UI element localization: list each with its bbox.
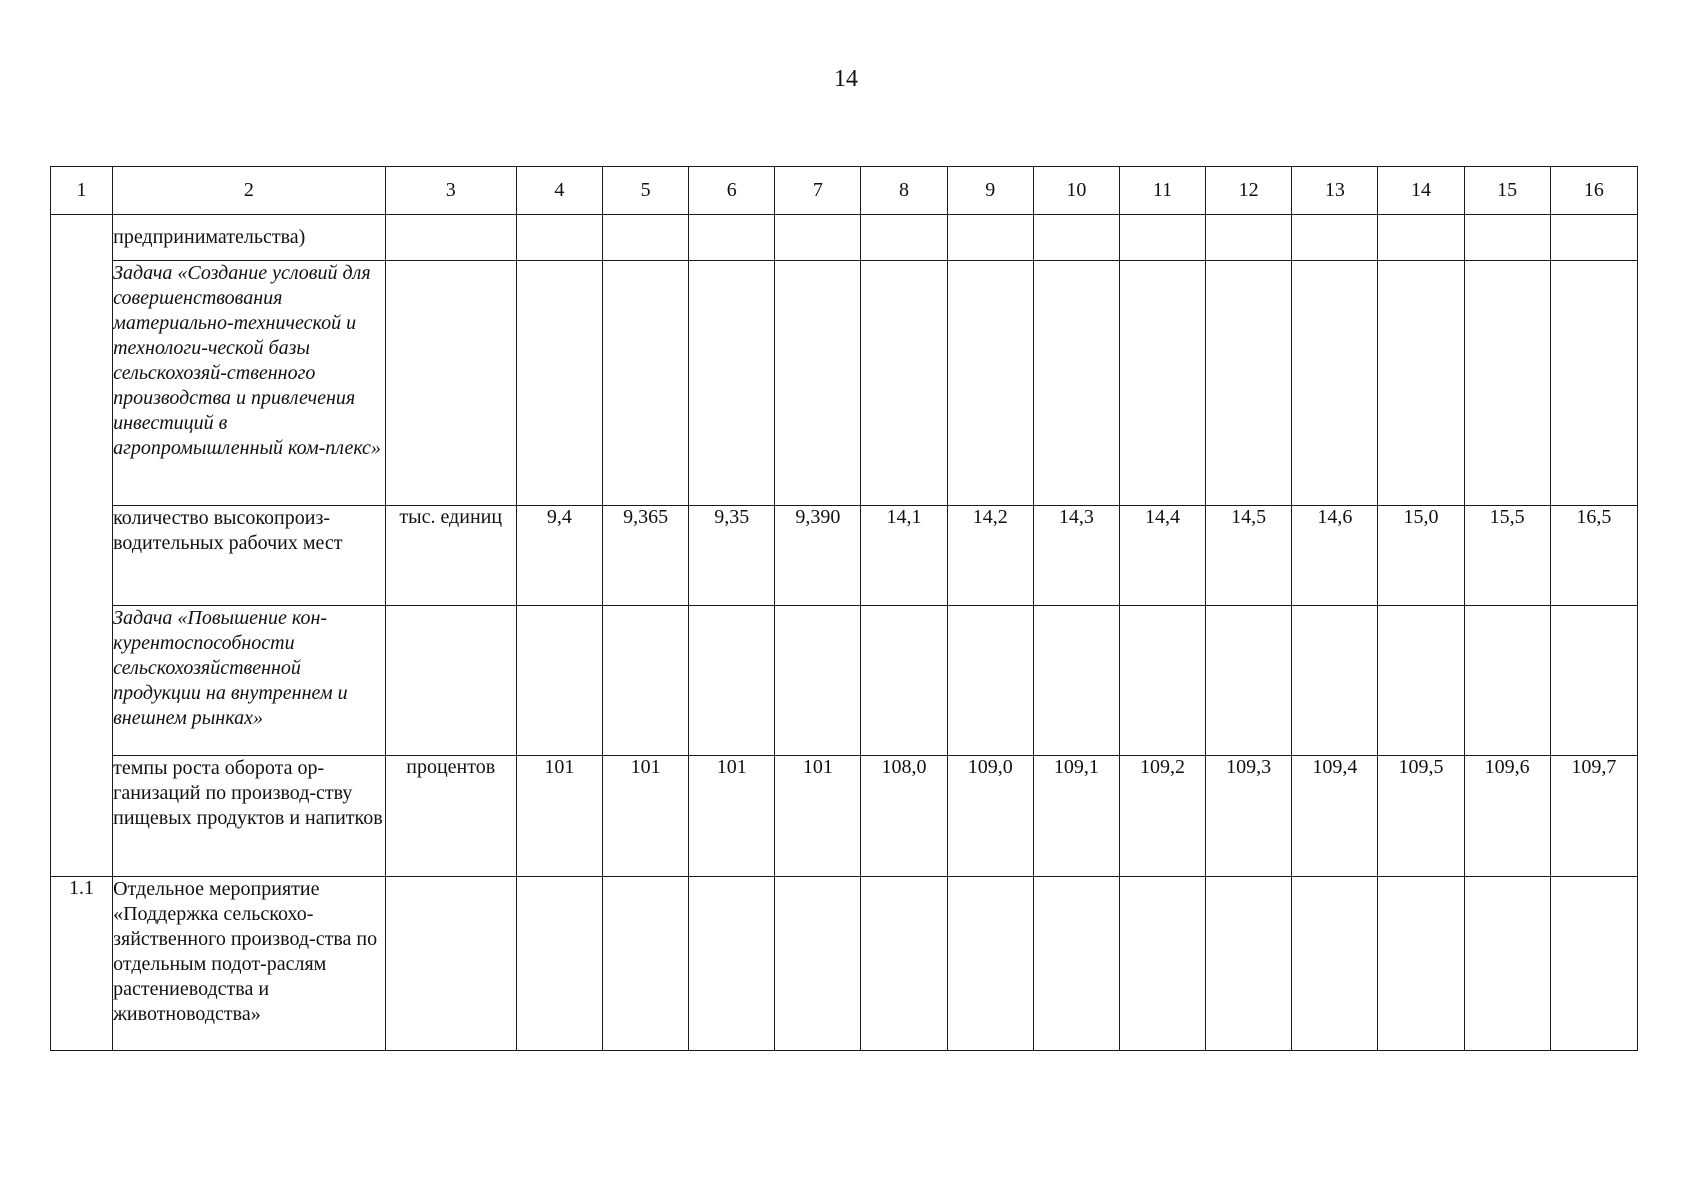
value-cell bbox=[1206, 877, 1292, 1051]
value-cell bbox=[603, 606, 689, 756]
value-cell bbox=[1292, 877, 1378, 1051]
task-name: Задача «Повышение кон-курентоспособности сельскохозяйственной продукции на внутреннем и внешнем рынках» bbox=[113, 606, 386, 756]
value-cell bbox=[1378, 877, 1464, 1051]
header-cell: 1 bbox=[51, 167, 113, 215]
value-cell bbox=[603, 215, 689, 261]
table-row bbox=[51, 877, 1638, 1051]
indicator-name: количество высокопроиз-водительных рабочих мест bbox=[113, 506, 386, 606]
value-cell: 9,4 bbox=[516, 506, 602, 606]
value-cell bbox=[689, 606, 775, 756]
value-cell bbox=[1550, 215, 1637, 261]
value-cell bbox=[1550, 261, 1637, 506]
measure-name: Отдельное мероприятие «Поддержка сельскохо-зяйственного производ-ства по отдельным подот-раслям растениеводства и животноводства» bbox=[113, 877, 386, 1051]
table-row bbox=[51, 756, 1638, 877]
value-cell bbox=[516, 215, 602, 261]
value-cell bbox=[1033, 215, 1119, 261]
value-cell bbox=[689, 215, 775, 261]
table-row bbox=[51, 506, 1638, 606]
table-row bbox=[51, 215, 1638, 261]
header-cell: 7 bbox=[775, 167, 861, 215]
value-cell: 14,1 bbox=[861, 506, 947, 606]
value-cell: 109,2 bbox=[1119, 756, 1205, 877]
value-cell bbox=[1464, 215, 1550, 261]
value-cell bbox=[1464, 877, 1550, 1051]
task-name: Задача «Создание условий для совершенствования материально-технической и технологи-ческой базы сельскохозяй-ственного производства и привлечения инвестиций в агропромышленный ком-плекс» bbox=[113, 261, 386, 506]
value-cell bbox=[947, 261, 1033, 506]
header-cell: 15 bbox=[1464, 167, 1550, 215]
value-cell bbox=[1033, 877, 1119, 1051]
value-cell bbox=[1206, 606, 1292, 756]
value-cell: 14,3 bbox=[1033, 506, 1119, 606]
page-number: 14 bbox=[834, 66, 858, 92]
value-cell: 9,390 bbox=[775, 506, 861, 606]
value-cell bbox=[1206, 215, 1292, 261]
value-cell: 101 bbox=[516, 756, 602, 877]
value-cell bbox=[603, 877, 689, 1051]
value-cell bbox=[1033, 261, 1119, 506]
value-cell bbox=[689, 261, 775, 506]
value-cell bbox=[775, 261, 861, 506]
value-cell bbox=[947, 606, 1033, 756]
value-cell bbox=[1378, 215, 1464, 261]
value-cell bbox=[1378, 261, 1464, 506]
value-cell: 14,5 bbox=[1206, 506, 1292, 606]
value-cell: 109,1 bbox=[1033, 756, 1119, 877]
value-cell bbox=[1550, 606, 1637, 756]
value-cell bbox=[775, 877, 861, 1051]
header-cell: 14 bbox=[1378, 167, 1464, 215]
header-cell: 3 bbox=[385, 167, 516, 215]
value-cell bbox=[1119, 215, 1205, 261]
value-cell: 101 bbox=[775, 756, 861, 877]
header-cell: 6 bbox=[689, 167, 775, 215]
value-cell bbox=[1119, 877, 1205, 1051]
value-cell bbox=[947, 877, 1033, 1051]
header-cell: 2 bbox=[113, 167, 386, 215]
unit-cell: тыс. единиц bbox=[385, 506, 516, 606]
value-cell: 109,4 bbox=[1292, 756, 1378, 877]
indicator-name: темпы роста оборота ор-ганизаций по производ-ству пищевых продуктов и напитков bbox=[113, 756, 386, 877]
value-cell bbox=[516, 606, 602, 756]
header-cell: 16 bbox=[1550, 167, 1637, 215]
value-cell bbox=[1292, 606, 1378, 756]
index-cell bbox=[51, 215, 113, 877]
header-row bbox=[51, 167, 1638, 215]
value-cell bbox=[516, 877, 602, 1051]
header-cell: 11 bbox=[1119, 167, 1205, 215]
value-cell bbox=[947, 215, 1033, 261]
value-cell bbox=[861, 261, 947, 506]
value-cell bbox=[689, 877, 775, 1051]
value-cell: 9,365 bbox=[603, 506, 689, 606]
value-cell bbox=[1119, 606, 1205, 756]
header-cell: 13 bbox=[1292, 167, 1378, 215]
value-cell bbox=[861, 877, 947, 1051]
value-cell: 14,2 bbox=[947, 506, 1033, 606]
value-cell bbox=[516, 261, 602, 506]
value-cell: 15,0 bbox=[1378, 506, 1464, 606]
header-cell: 5 bbox=[603, 167, 689, 215]
row-name: предпринимательства) bbox=[113, 215, 386, 261]
unit-cell bbox=[385, 606, 516, 756]
value-cell: 108,0 bbox=[861, 756, 947, 877]
unit-cell bbox=[385, 215, 516, 261]
value-cell: 16,5 bbox=[1550, 506, 1637, 606]
index-cell: 1.1 bbox=[51, 877, 113, 1051]
unit-cell: процентов bbox=[385, 756, 516, 877]
indicators-table bbox=[50, 166, 1638, 1051]
value-cell bbox=[1033, 606, 1119, 756]
value-cell: 14,6 bbox=[1292, 506, 1378, 606]
value-cell: 14,4 bbox=[1119, 506, 1205, 606]
value-cell bbox=[1464, 261, 1550, 506]
header-cell: 10 bbox=[1033, 167, 1119, 215]
value-cell bbox=[775, 606, 861, 756]
value-cell: 109,0 bbox=[947, 756, 1033, 877]
unit-cell bbox=[385, 261, 516, 506]
header-cell: 9 bbox=[947, 167, 1033, 215]
header-cell: 12 bbox=[1206, 167, 1292, 215]
header-cell: 4 bbox=[516, 167, 602, 215]
value-cell bbox=[861, 606, 947, 756]
value-cell: 109,7 bbox=[1550, 756, 1637, 877]
value-cell: 109,3 bbox=[1206, 756, 1292, 877]
value-cell: 9,35 bbox=[689, 506, 775, 606]
value-cell: 109,5 bbox=[1378, 756, 1464, 877]
unit-cell bbox=[385, 877, 516, 1051]
value-cell bbox=[1206, 261, 1292, 506]
value-cell bbox=[1292, 261, 1378, 506]
value-cell bbox=[775, 215, 861, 261]
value-cell bbox=[1550, 877, 1637, 1051]
table-row bbox=[51, 606, 1638, 756]
value-cell: 101 bbox=[603, 756, 689, 877]
value-cell bbox=[1292, 215, 1378, 261]
header-cell: 8 bbox=[861, 167, 947, 215]
value-cell bbox=[603, 261, 689, 506]
value-cell bbox=[861, 215, 947, 261]
value-cell bbox=[1464, 606, 1550, 756]
value-cell bbox=[1378, 606, 1464, 756]
table-row bbox=[51, 261, 1638, 506]
value-cell: 109,6 bbox=[1464, 756, 1550, 877]
value-cell: 15,5 bbox=[1464, 506, 1550, 606]
value-cell bbox=[1119, 261, 1205, 506]
value-cell: 101 bbox=[689, 756, 775, 877]
